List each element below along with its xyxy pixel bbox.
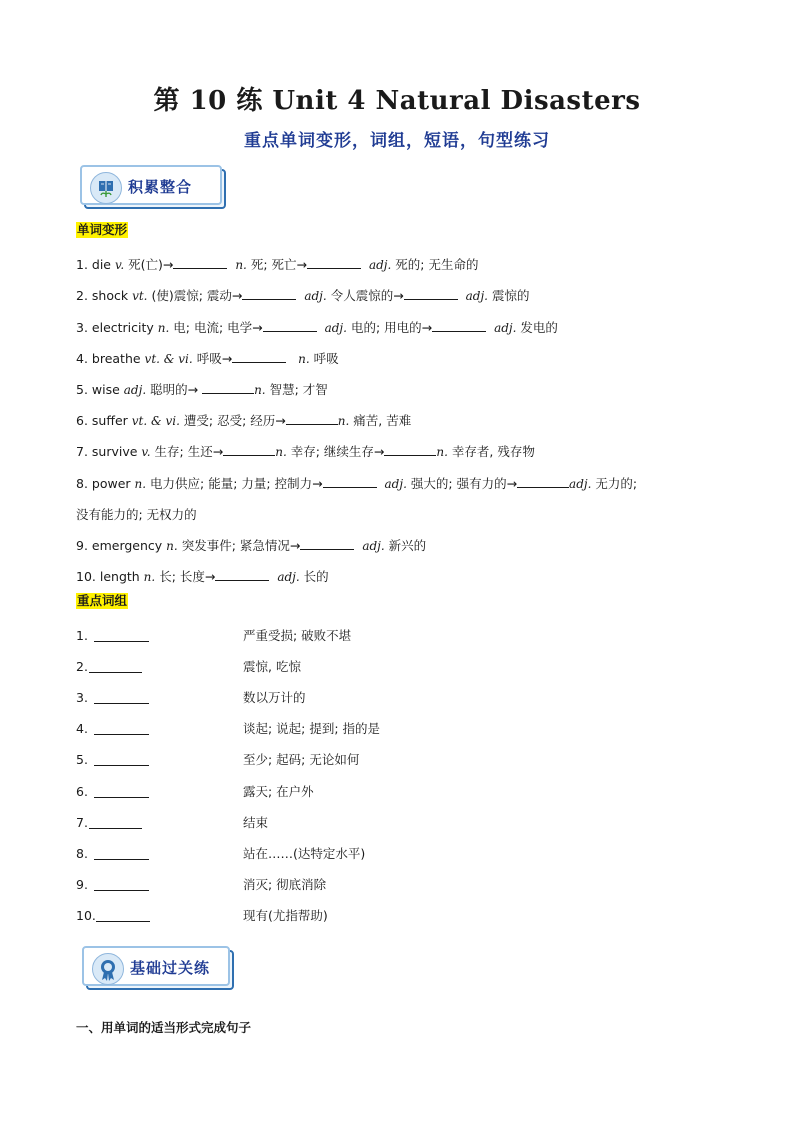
exercise-one-heading: 一、用单词的适当形式完成句子 [76, 1020, 252, 1035]
answer-blank[interactable] [432, 320, 486, 332]
answer-blank[interactable] [263, 320, 317, 332]
book-plant-icon [90, 172, 122, 204]
word-form-row: 2. shock vt. (使)震惊; 震动→ adj. 令人震惊的→ adj. 震惊的 [76, 288, 530, 303]
answer-blank[interactable] [94, 765, 149, 766]
basic-practice-badge [82, 946, 234, 990]
word-form-row: 9. emergency n. 突发事件; 紧急情况→ adj. 新兴的 [76, 538, 427, 553]
word-form-row: 10. length n. 长; 长度→ adj. 长的 [76, 569, 329, 584]
answer-blank[interactable] [89, 828, 142, 829]
answer-blank[interactable] [173, 257, 227, 269]
accumulate-badge [80, 165, 226, 209]
award-medal-icon [92, 953, 124, 985]
answer-blank[interactable] [94, 734, 149, 735]
answer-blank[interactable] [94, 890, 149, 891]
accumulate-badge-label: 积累整合 [128, 178, 193, 196]
answer-blank[interactable] [94, 703, 149, 704]
page-subtitle: 重点单词变形，词组，短语，句型练习 [244, 131, 550, 151]
answer-blank[interactable] [404, 288, 458, 300]
answer-blank[interactable] [384, 444, 436, 456]
answer-blank[interactable] [232, 351, 286, 363]
answer-blank[interactable] [89, 672, 142, 673]
answer-blank[interactable] [94, 797, 149, 798]
word-form-row: 6. suffer vt. & vi. 遭受; 忍受; 经历→ n. 痛苦, 苦难 [76, 413, 412, 428]
answer-blank[interactable] [202, 382, 254, 394]
page-title: 第 10 练 Unit 4 Natural Disasters [153, 86, 641, 116]
answer-blank[interactable] [300, 538, 354, 550]
word-form-row: 8. power n. 电力供应; 能量; 力量; 控制力→ adj. 强大的; 强有力的→ adj. 无力的; [76, 476, 638, 491]
word-form-row: 7. survive v. 生存; 生还→ n. 幸存; 继续生存→ n. 幸存者, 残存物 [76, 444, 535, 459]
word-form-row: 4. breathe vt. & vi. 呼吸→ n. 呼吸 [76, 351, 339, 366]
answer-blank[interactable] [242, 288, 296, 300]
answer-blank[interactable] [96, 921, 150, 922]
answer-blank[interactable] [94, 641, 149, 642]
key-phrases-heading: 重点词组 [77, 593, 128, 608]
word-form-row: 5. wise adj. 聪明的→ n. 智慧; 才智 [76, 382, 328, 397]
answer-blank[interactable] [517, 476, 569, 488]
word-form-row: 3. electricity n. 电; 电流; 电学→ adj. 电的; 用电的→ adj. 发电的 [76, 320, 558, 335]
answer-blank[interactable] [286, 413, 338, 425]
answer-blank[interactable] [215, 569, 269, 581]
word-forms-heading: 单词变形 [77, 222, 128, 237]
basic-practice-badge-label: 基础过关练 [130, 959, 211, 977]
word-form-row-continued: 没有能力的; 无权力的 [76, 507, 197, 522]
word-form-row: 1. die v. 死(亡)→ n. 死; 死亡→ adj. 死的; 无生命的 [76, 257, 479, 272]
answer-blank[interactable] [323, 476, 377, 488]
answer-blank[interactable] [223, 444, 275, 456]
answer-blank[interactable] [94, 859, 149, 860]
answer-blank[interactable] [307, 257, 361, 269]
